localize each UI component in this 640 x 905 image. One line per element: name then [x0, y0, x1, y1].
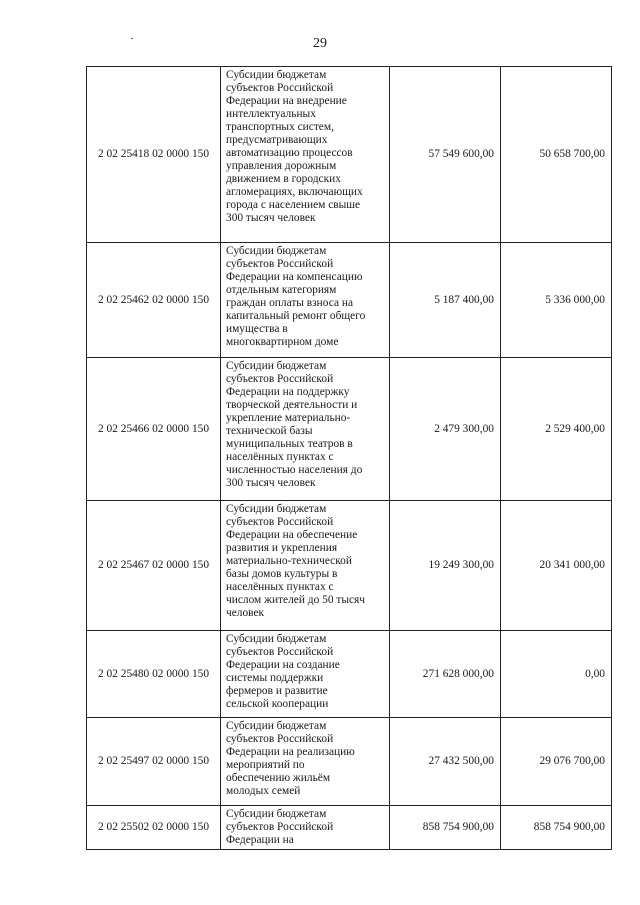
amount-1-cell: 19 249 300,00: [390, 501, 501, 631]
amount-1-cell: 5 187 400,00: [390, 243, 501, 358]
description-cell: [221, 631, 390, 718]
table-row: [87, 243, 612, 358]
table-row: [87, 67, 612, 243]
description-text: Субсидии бюджетам субъектов Российской Федерации на обеспечение развития и укрепления материально-технической базы домов культуры в населённых пунктах с числом жителей до 50 тысяч человек: [226, 503, 366, 619]
amount-2-cell: 0,00: [501, 631, 612, 718]
amount-2-cell: 858 754 900,00: [501, 806, 612, 850]
description-cell: [221, 67, 390, 243]
amount-2-cell: 20 341 000,00: [501, 501, 612, 631]
budget-code-cell: 2 02 25418 02 0000 150: [87, 67, 221, 243]
amount-1-cell: 27 432 500,00: [390, 718, 501, 806]
description-cell: [221, 718, 390, 806]
amount-1-cell: 271 628 000,00: [390, 631, 501, 718]
amount-1-cell: 2 479 300,00: [390, 358, 501, 501]
description-cell: [221, 358, 390, 501]
budget-code-cell: 2 02 25466 02 0000 150: [87, 358, 221, 501]
amount-2-cell: 5 336 000,00: [501, 243, 612, 358]
table-row: [87, 631, 612, 718]
page-number: 29: [313, 36, 327, 51]
table-row: [87, 501, 612, 631]
description-cell: [221, 501, 390, 631]
description-text: Субсидии бюджетам субъектов Российской Федерации на создание системы поддержки фермеров и развитие сельской кооперации: [226, 633, 340, 710]
budget-code-cell: 2 02 25480 02 0000 150: [87, 631, 221, 718]
budget-code-cell: 2 02 25502 02 0000 150: [87, 806, 221, 850]
budget-code-cell: 2 02 25467 02 0000 150: [87, 501, 221, 631]
table-row: [87, 806, 612, 850]
description-text: Субсидии бюджетам субъектов Российской Федерации на компенсацию отдельным категориям граждан оплаты взноса на капитальный ремонт общего имущества в многоквартирном доме: [226, 245, 366, 348]
description-text: Субсидии бюджетам субъектов Российской Федерации на поддержку творческой деятельности и укрепление материально- технической базы муниципальных театров в населённых пунктах с численностью населения до 300 тысяч человек: [226, 360, 363, 489]
scan-speck: [131, 38, 133, 39]
budget-table: [86, 66, 612, 850]
budget-code-cell: 2 02 25497 02 0000 150: [87, 718, 221, 806]
description-text: Субсидии бюджетам субъектов Российской Федерации на: [226, 808, 334, 846]
amount-2-cell: 29 076 700,00: [501, 718, 612, 806]
amount-2-cell: 2 529 400,00: [501, 358, 612, 501]
table-row: [87, 358, 612, 501]
amount-2-cell: 50 658 700,00: [501, 67, 612, 243]
table-row: [87, 718, 612, 806]
description-text: Субсидии бюджетам субъектов Российской Федерации на реализацию мероприятий по обеспечению жильём молодых семей: [226, 720, 355, 797]
amount-1-cell: 858 754 900,00: [390, 806, 501, 850]
description-text: Субсидии бюджетам субъектов Российской Федерации на внедрение интеллектуальных транспортных систем, предусматривающих автоматизацию процессов управления дорожным движением в городских агломерациях, включающих города с населением свыше 300 тысяч человек: [226, 69, 363, 224]
description-cell: [221, 243, 390, 358]
amount-1-cell: 57 549 600,00: [390, 67, 501, 243]
description-cell: [221, 806, 390, 850]
budget-code-cell: 2 02 25462 02 0000 150: [87, 243, 221, 358]
